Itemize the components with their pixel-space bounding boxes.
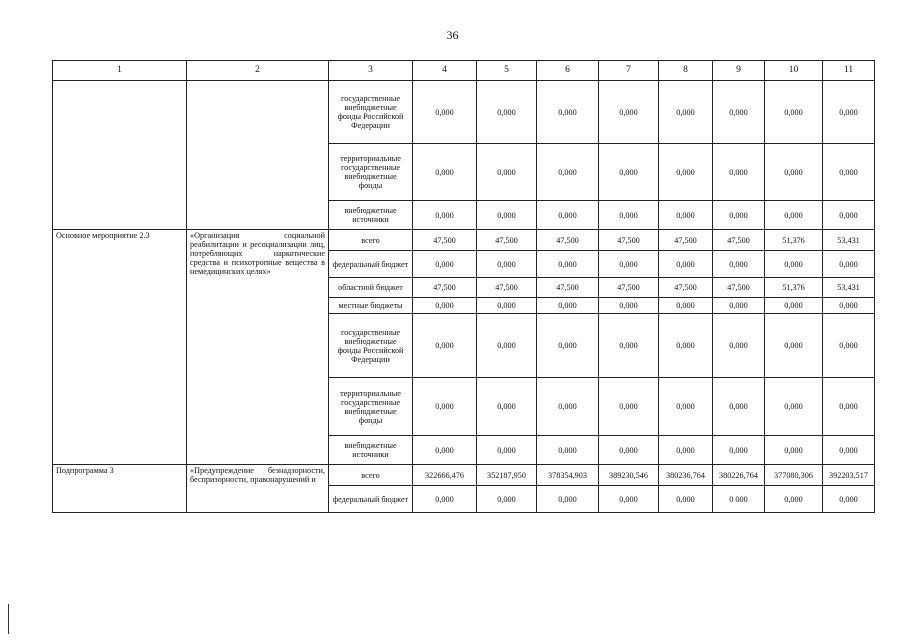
amount-cell: 0,000 (537, 201, 599, 230)
funding-source: государственные внебюджетные фонды Российской Федерации (329, 314, 413, 378)
amount-cell: 0,000 (713, 201, 765, 230)
amount-cell: 389230,546 (599, 465, 659, 486)
amount-cell: 47,500 (713, 230, 765, 251)
amount-cell: 0,000 (765, 314, 823, 378)
amount-cell: 0,000 (599, 298, 659, 314)
amount-cell: 0,000 (823, 298, 875, 314)
column-header: 7 (599, 61, 659, 81)
amount-cell: 47,500 (413, 278, 477, 298)
amount-cell: 0,000 (713, 378, 765, 436)
amount-cell: 0,000 (477, 251, 537, 278)
amount-cell: 0,000 (713, 81, 765, 144)
funding-source: местные бюджеты (329, 298, 413, 314)
amount-cell: 0,000 (765, 201, 823, 230)
amount-cell: 47,500 (537, 278, 599, 298)
amount-cell: 0,000 (659, 144, 713, 201)
amount-cell: 0,000 (713, 144, 765, 201)
amount-cell: 0,000 (599, 314, 659, 378)
amount-cell: 0,000 (823, 378, 875, 436)
amount-cell: 0,000 (413, 314, 477, 378)
amount-cell: 0,000 (477, 378, 537, 436)
amount-cell: 0,000 (659, 378, 713, 436)
amount-cell: 0,000 (659, 298, 713, 314)
amount-cell: 0,000 (599, 201, 659, 230)
amount-cell: 380226,764 (713, 465, 765, 486)
amount-cell: 47,500 (713, 278, 765, 298)
amount-cell: 51,376 (765, 278, 823, 298)
amount-cell: 47,500 (413, 230, 477, 251)
amount-cell: 0,000 (659, 201, 713, 230)
amount-cell: 0,000 (765, 81, 823, 144)
amount-cell: 0,000 (823, 436, 875, 465)
funding-source: государственные внебюджетные фонды Российской Федерации (329, 81, 413, 144)
amount-cell: 47,500 (599, 230, 659, 251)
amount-cell: 0,000 (599, 486, 659, 513)
amount-cell: 47,500 (537, 230, 599, 251)
header-row (53, 61, 875, 81)
amount-cell: 0,000 (477, 81, 537, 144)
column-header: 5 (477, 61, 537, 81)
measure-description (187, 81, 329, 230)
amount-cell: 0,000 (713, 314, 765, 378)
column-header: 6 (537, 61, 599, 81)
amount-cell: 0,000 (713, 251, 765, 278)
measure-label (53, 81, 187, 230)
funding-source: областной бюджет (329, 278, 413, 298)
amount-cell: 0,000 (477, 144, 537, 201)
amount-cell: 47,500 (477, 230, 537, 251)
amount-cell: 53,431 (823, 278, 875, 298)
funding-source: федеральный бюджет (329, 486, 413, 513)
amount-cell: 0,000 (659, 251, 713, 278)
amount-cell: 380236,764 (659, 465, 713, 486)
amount-cell: 0,000 (713, 298, 765, 314)
amount-cell: 0,000 (823, 81, 875, 144)
amount-cell: 0,000 (599, 144, 659, 201)
amount-cell: 0,000 (823, 251, 875, 278)
column-header: 8 (659, 61, 713, 81)
amount-cell: 378354,903 (537, 465, 599, 486)
amount-cell: 0,000 (413, 486, 477, 513)
amount-cell: 0,000 (765, 486, 823, 513)
amount-cell: 0,000 (659, 486, 713, 513)
amount-cell: 0,000 (477, 436, 537, 465)
amount-cell: 0,000 (537, 378, 599, 436)
funding-source: территориальные государственные внебюджетные фонды (329, 378, 413, 436)
amount-cell: 0,000 (477, 201, 537, 230)
amount-cell: 0,000 (599, 81, 659, 144)
column-header: 1 (53, 61, 187, 81)
amount-cell: 0,000 (823, 314, 875, 378)
measure-label: Подпрограмма 3 (53, 465, 187, 513)
amount-cell: 53,431 (823, 230, 875, 251)
amount-cell: 0,000 (413, 201, 477, 230)
amount-cell: 322666,476 (413, 465, 477, 486)
amount-cell: 47,500 (659, 278, 713, 298)
table-row (53, 230, 875, 251)
amount-cell: 0,000 (765, 144, 823, 201)
amount-cell: 0,000 (537, 486, 599, 513)
amount-cell: 0,000 (413, 436, 477, 465)
amount-cell: 0,000 (537, 81, 599, 144)
table-row (53, 465, 875, 486)
column-header: 3 (329, 61, 413, 81)
amount-cell: 0,000 (713, 436, 765, 465)
amount-cell: 0,000 (765, 251, 823, 278)
table-row (53, 81, 875, 144)
amount-cell: 0,000 (413, 378, 477, 436)
amount-cell: 51,376 (765, 230, 823, 251)
measure-description: «Предупреждение безнадзорности, беспризорности, правонарушений и (187, 465, 329, 513)
column-header: 11 (823, 61, 875, 81)
amount-cell: 47,500 (599, 278, 659, 298)
margin-mark (8, 604, 9, 634)
funding-source: территориальные государственные внебюджетные фонды (329, 144, 413, 201)
amount-cell: 0,000 (765, 298, 823, 314)
amount-cell: 0,000 (823, 144, 875, 201)
amount-cell: 0,000 (765, 378, 823, 436)
amount-cell: 0,000 (599, 378, 659, 436)
amount-cell: 0,000 (477, 298, 537, 314)
amount-cell: 0,000 (537, 144, 599, 201)
funding-source: федеральный бюджет (329, 251, 413, 278)
amount-cell: 0,000 (659, 314, 713, 378)
amount-cell: 0,000 (537, 298, 599, 314)
amount-cell: 0,000 (537, 436, 599, 465)
amount-cell: 392203,517 (823, 465, 875, 486)
amount-cell: 0,000 (823, 486, 875, 513)
budget-table (52, 60, 875, 513)
funding-source: всего (329, 465, 413, 486)
amount-cell: 352187,950 (477, 465, 537, 486)
amount-cell: 377080,306 (765, 465, 823, 486)
amount-cell: 0,000 (537, 251, 599, 278)
measure-label: Основное мероприятие 2.3 (53, 230, 187, 465)
amount-cell: 0,000 (659, 436, 713, 465)
amount-cell: 0,000 (477, 314, 537, 378)
column-header: 4 (413, 61, 477, 81)
funding-source: внебюджетные источники (329, 436, 413, 465)
amount-cell: 0,000 (537, 314, 599, 378)
measure-description: «Организация социальной реабилитации и ресоциализации лиц, потребляющих наркотические средства и психотропные вещества в немедицинских целях» (187, 230, 329, 465)
amount-cell: 47,500 (659, 230, 713, 251)
funding-source: всего (329, 230, 413, 251)
amount-cell: 0,000 (599, 436, 659, 465)
amount-cell: 0,000 (413, 81, 477, 144)
amount-cell: 0,000 (765, 436, 823, 465)
amount-cell: 0,000 (823, 201, 875, 230)
amount-cell: 0 000 (713, 486, 765, 513)
amount-cell: 0,000 (413, 251, 477, 278)
column-header: 10 (765, 61, 823, 81)
amount-cell: 0,000 (413, 144, 477, 201)
page-number: 36 (446, 28, 459, 42)
funding-source: внебюджетные источники (329, 201, 413, 230)
column-header: 9 (713, 61, 765, 81)
amount-cell: 0,000 (413, 298, 477, 314)
amount-cell: 0,000 (599, 251, 659, 278)
amount-cell: 47,500 (477, 278, 537, 298)
column-header: 2 (187, 61, 329, 81)
amount-cell: 0,000 (477, 486, 537, 513)
amount-cell: 0,000 (659, 81, 713, 144)
